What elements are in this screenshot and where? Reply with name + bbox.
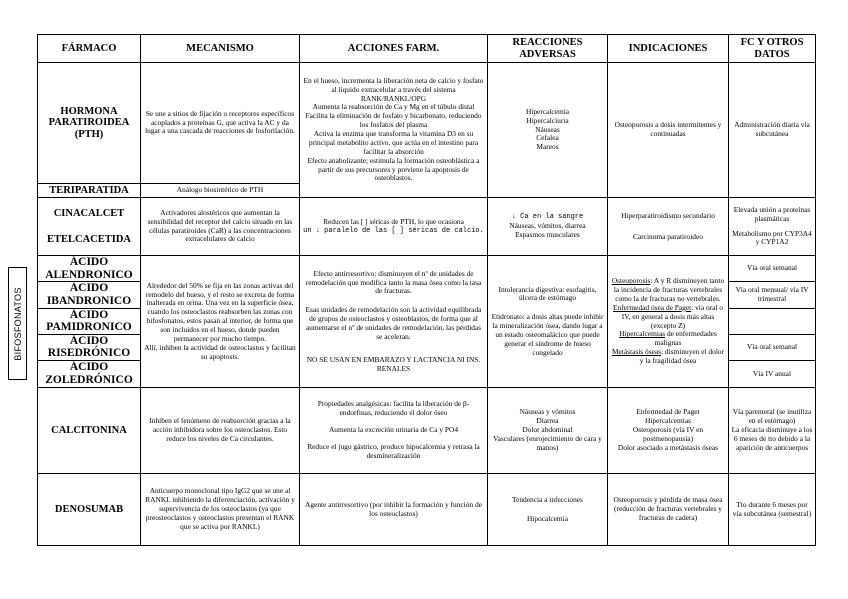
adverse-pth: Hipercalcemia Hipercalciuria Náuseas Cefalea Mareos: [488, 63, 608, 198]
fc-pth: Administración diaria vía subcutánea: [729, 63, 816, 198]
side-label-text: BIFOSFONATOS: [12, 286, 23, 361]
header-reacciones: REACCIONES ADVERSAS: [488, 35, 608, 63]
table-row: [38, 256, 816, 282]
header-fc: FC Y OTROS DATOS: [729, 35, 816, 63]
fc-ibandronico: Vía oral mensual/ vía IV trimestral: [729, 282, 816, 308]
drug-alendronico: ÁCIDO ALENDRONICO: [38, 256, 141, 282]
actions-pth: En el hueso, incrementa la liberación neta de calcio y fosfato al líquido extracelular a través del sistema RANK/RANKL/OPG Aumenta la reabsorción de Ca y Mg en el túbulo distal Facilita la eliminación de fosfato y bicarbonato, reduciendo los fosfatos del plasma Activa la enzima que transforma la vitamina D3 en su principal metabolito activo, que actúa en el intestino para facilitar la absorción Efecto anabolizante; estimula la formación osteoblástica a partir de sus precursores y previene la apoptosis de osteoblastos.: [300, 63, 488, 198]
indications-denosumab: Osteoporosis y pérdida de masa ósea (reducción de fracturas vertebrales y fracturas de cadera): [608, 474, 729, 546]
actions-denosumab: Agente antirresortivo (por inhibir la formación y función de los osteoclastos): [300, 474, 488, 546]
drug-risedronico: ÁCIDO RISEDRÓNICO: [38, 334, 141, 360]
header-mecanismo: MECANISMO: [141, 35, 300, 63]
mechanism-denosumab: Anticuerpo monoclonal tipo IgG2 que se une al RANKL inhibiendo la diferenciación, activación y supervivencia de los osteoclastos (ya que preosteoclastos y osteoclastos presentan el RANK que se activa por RANKL): [141, 474, 300, 546]
drug-pamidronico: ÁCIDO PAMIDRONICO: [38, 308, 141, 334]
actions-bisphosphonates: Efecto antirresortivo: disminuyen el nº de unidades de remodelación que modifica tanto la masa ósea como la tasa de fracturas. Esas unidades de remodelación son la actividad equilibrada de grupos de osteoclastos y osteoblastos, de forma que al aumentarse el nº de unidades de remodelación, las pérdidas se aceleran. NO SE USAN EN EMBARAZO Y LACTANCIA NI INS. RENALES: [300, 256, 488, 388]
table-row: [38, 474, 816, 546]
mechanism-teriparatida: Análogo biosintético de PTH: [141, 184, 300, 198]
adverse-calcitonina: Náuseas y vómitos Diarrea Dolor abdominal Vasculares (enrojecimiento de cara y manos): [488, 388, 608, 474]
indications-bisphosphonates: Osteoporosis: A y R disminuyen tanto la incidencia de fracturas vertebrales como la de fracturas no vertebrales. Enfermedad ósea de Paget: vía oral o IV, en general a dosis más altas (excepto Z) Hipercalcemias de enfermedades malignas Metástasis óseas: disminuyen el dolor y la fragilidad ósea: [608, 256, 729, 388]
drug-denosumab: DENOSUMAB: [38, 474, 141, 546]
fc-pamidronico: [729, 308, 816, 334]
fc-denosumab: Tto durante 6 meses por vía subcutánea (semestral): [729, 474, 816, 546]
header-farmaco: FÁRMACO: [38, 35, 141, 63]
actions-calcitonina: Propiedades analgésicas: facilita la liberación de β-endorfinas, reduciendo el dolor óseo Aumenta la excreción urinaria de Ca y PO4 Reduce el jugo gástrico, produce hipocalcemia y retrasa la desmineralización: [300, 388, 488, 474]
table-row: [38, 63, 816, 184]
drug-ibandronico: ÁCIDO IBANDRONICO: [38, 282, 141, 308]
fc-alendronico: Vía oral semanal: [729, 256, 816, 282]
indications-pth: Osteoporosis a dosis intermitentes y continuadas: [608, 63, 729, 198]
drug-cinacalcet: CINACALCET ETELCACETIDA: [38, 198, 141, 256]
mechanism-pth: Se une a sitios de fijación o receptores específicos acoplados a proteínas G, que activa la AC y da lugar a una cascada de reacciones de fosforilación.: [141, 63, 300, 184]
header-row: [38, 35, 816, 63]
drug-pth: HORMONA PARATIROIDEA (PTH): [38, 63, 141, 184]
fc-cinacalcet: Elevada unión a proteínas plasmáticas Metabolismo por CYP3A4 y CYP1A2: [729, 198, 816, 256]
drug-calcitonina: CALCITONINA: [38, 388, 141, 474]
fc-calcitonina: Vía parenteral (se inutiliza en el estómago) La eficacia disminuye a los 6 meses de tto debido a la aparición de anticuerpos: [729, 388, 816, 474]
table-row: [38, 388, 816, 474]
mechanism-bisphosphonates: Alrededor del 50% se fija en las zonas activas del remodelo del hueso, y el resto se excreta de forma inalterada en orina. Una vez en la superficie ósea, cuando los osteoclastos reabsorben las zonas con bifosfonatos, estos pasan al interior, de forma que son incluidos en el hueso, donde pueden permanecer por mucho tiempo. Allí, inhiben la actividad de osteoclastos y facilitan su apoptosis.: [141, 256, 300, 388]
header-acciones: ACCIONES FARM.: [300, 35, 488, 63]
adverse-bisphosphonates: Intolerancia digestiva: esofagitis, úlcera de estómago Etidronato: a dosis altas puede inhibir la mineralización ósea, dando lugar a un estado osteomalácico que puede generar el síndrome de hueso congelado: [488, 256, 608, 388]
bifosfonatos-side-label: [8, 267, 27, 380]
actions-cinacalcet: Reducen las [ ] séricas de PTH, lo que ocasiona un ↓ paralelo de las [ ] séricas de calcio.: [300, 198, 488, 256]
indications-calcitonina: Enfermedad de Paget Hipercalcemias Osteoporosis (vía IV en postmenopausia) Dolor asociado a metástasis óseas: [608, 388, 729, 474]
header-indicaciones: INDICACIONES: [608, 35, 729, 63]
fc-risedronico: Vía oral semanal: [729, 334, 816, 360]
fc-zoledronico: Vía IV anual: [729, 361, 816, 388]
indications-cinacalcet: Hiperparatiroidismo secundario Carcinoma paratiroideo: [608, 198, 729, 256]
mechanism-cinacalcet: Activadores alostéricos que aumentan la sensibilidad del receptor del calcio situado en las células paratiroides (CaR) a las concentraciones extracelulares de calcio: [141, 198, 300, 256]
table-row: [38, 198, 816, 256]
drug-zoledronico: ÁCIDO ZOLEDRÓNICO: [38, 361, 141, 388]
drug-teriparatida: TERIPARATIDA: [38, 184, 141, 198]
adverse-cinacalcet: ↓ Ca en la sangre Náuseas, vómitos, diarrea Espasmos musculares: [488, 198, 608, 256]
pharmacology-table: [37, 34, 816, 546]
adverse-denosumab: Tendencia a infecciones Hipocalcemia: [488, 474, 608, 546]
mechanism-calcitonina: Inhiben el fenómeno de reabsorción gracias a la acción inhibidora sobre los osteoclastos. Esto reduce los niveles de Ca circulantes.: [141, 388, 300, 474]
